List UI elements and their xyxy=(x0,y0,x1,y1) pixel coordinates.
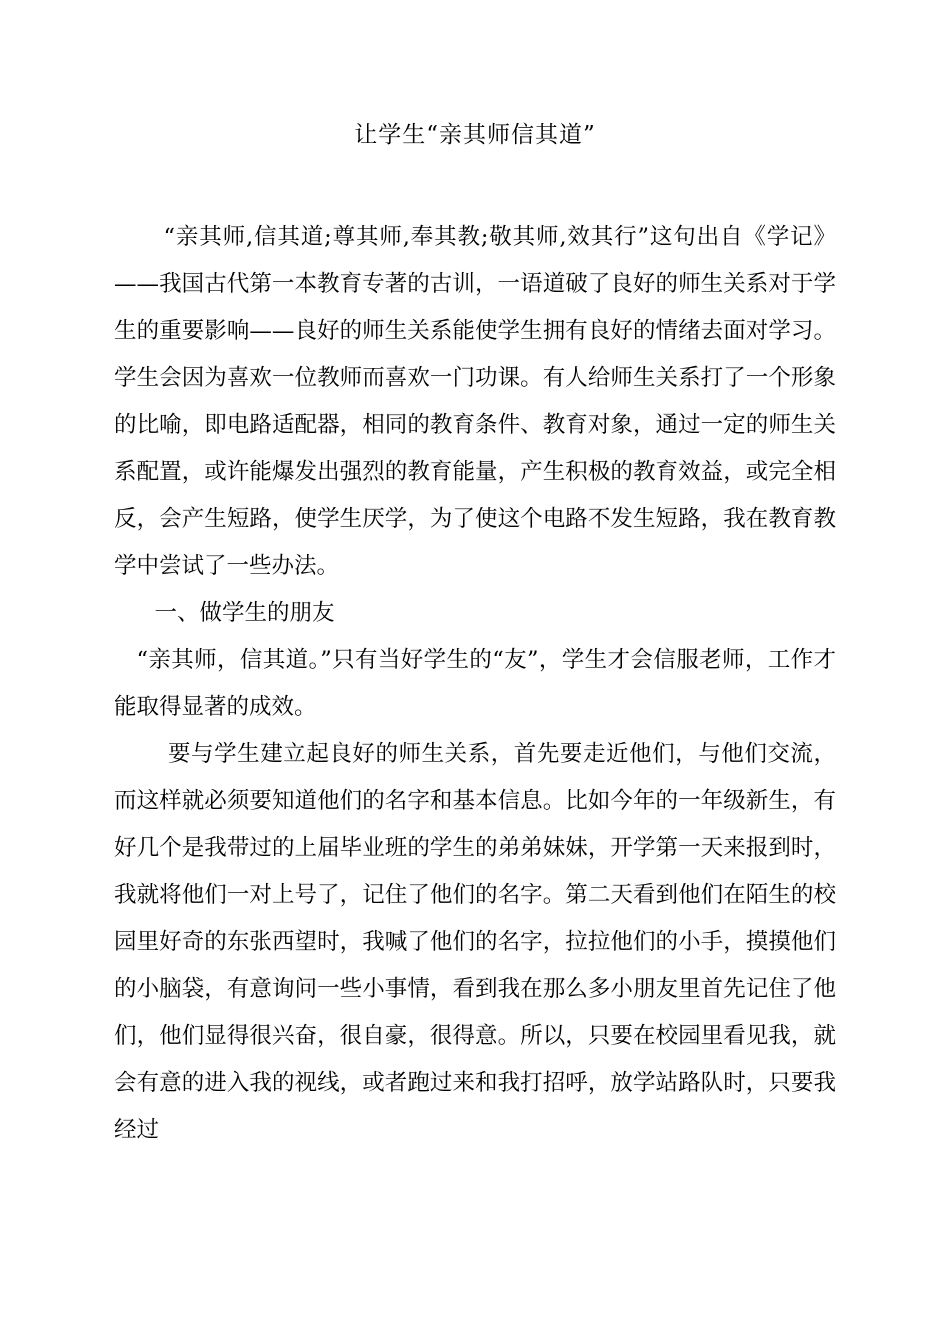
paragraph-intro: “亲其师,信其道;尊其师,奉其教;敬其师,效其行”这句出自《学记》——我国古代第一本教育专著的古训，一语道破了良好的师生关系对于学生的重要影响——良好的师生关系能使学生拥有良好的情绪去面对学习。学生会因为喜欢一位教师而喜欢一门功课。有人给师生关系打了一个形象的比喻，即电路适配器，相同的教育条件、教育对象，通过一定的师生关系配置，或许能爆发出强烈的教育能量，产生积极的教育效益，或完全相反，会产生短路，使学生厌学，为了使这个电路不发生短路，我在教育教学中尝试了一些办法。 xyxy=(114,224,836,579)
paragraph-quote: “亲其师，信其道。”只有当好学生的“友”，学生才会信服老师，工作才能取得显著的成效。 xyxy=(114,647,836,720)
section-heading-1: 一、做学生的朋友 xyxy=(154,600,335,626)
document-body xyxy=(114,214,836,1154)
paragraph-example: 要与学生建立起良好的师生关系，首先要走近他们，与他们交流，而这样就必须要知道他们的名字和基本信息。比如今年的一年级新生，有好几个是我带过的上届毕业班的学生的弟弟妹妹，开学第一天来报到时，我就将他们一对上号了，记住了他们的名字。第二天看到他们在陌生的校园里好奇的东张西望时，我喊了他们的名字，拉拉他们的小手，摸摸他们的小脑袋，有意询问一些小事情，看到我在那么多小朋友里首先记住了他们，他们显得很兴奋，很自豪，很得意。所以，只要在校园里看见我，就会有意的进入我的视线，或者跑过来和我打招呼，放学站路队时，只要我经过 xyxy=(114,741,836,1143)
document-title: 让学生“亲其师信其道” xyxy=(354,122,596,148)
